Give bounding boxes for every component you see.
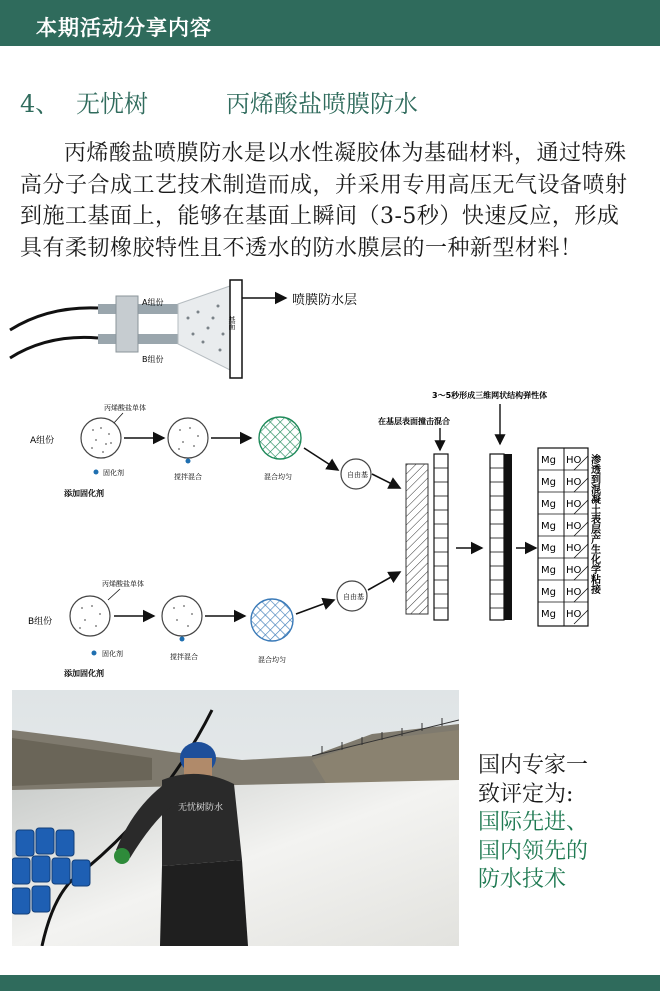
free-radical-b-label: 自由基 (343, 593, 364, 601)
monomer-b-label: 丙烯酸盐单体 (102, 580, 144, 588)
component-a-flow (30, 403, 400, 498)
group-a-label: A组份 (30, 436, 55, 446)
stir-mix-b-label: 搅拌混合 (170, 653, 198, 661)
worker-spraying-illustration (12, 690, 459, 946)
component-b-flow (28, 572, 400, 678)
section-brand: 无忧树 (76, 90, 148, 118)
add-curing-a-label: 添加固化剂 (64, 489, 104, 498)
expert-line-3: 国际先进、 (478, 810, 589, 835)
group-b-label: B组份 (28, 617, 53, 627)
free-radical-a-label: 自由基 (347, 471, 368, 479)
chemical-bond-table (538, 448, 602, 626)
ho-cell: HO (566, 455, 582, 466)
mg-cell: Mg (541, 499, 556, 510)
impact-mix-label: 在基层表面撞击混合 (378, 417, 450, 426)
expert-line-4: 国内领先的 (478, 838, 589, 864)
construction-photo (12, 690, 459, 946)
expert-line-2: 致评定为: (478, 781, 574, 807)
mix-even-b-label: 混合均匀 (258, 656, 286, 664)
expert-line-5: 防水技术 (478, 867, 567, 892)
curing-agent-b-label: 固化剂 (102, 650, 123, 658)
section-heading (20, 84, 418, 119)
penetrate-label: 渗透到混凝土表层产生化学粘接 (588, 454, 600, 594)
mg-cell: Mg (541, 521, 556, 532)
page-title: 本期活动分享内容 (36, 16, 212, 40)
process-diagram (8, 278, 656, 680)
ho-cell: HO (566, 477, 582, 488)
monomer-a-label: 丙烯酸盐单体 (104, 404, 146, 412)
stir-mix-a-label: 搅拌混合 (174, 473, 202, 481)
header-bar (0, 0, 660, 46)
mg-cell: Mg (541, 455, 556, 466)
mg-cell: Mg (541, 565, 556, 576)
add-curing-b-label: 添加固化剂 (64, 669, 104, 678)
mix-even-a-label: 混合均匀 (264, 473, 292, 481)
spray-nozzle-illustration (10, 280, 357, 378)
mg-cell: Mg (541, 543, 556, 554)
vest-text: 无忧树防水 (178, 803, 224, 813)
footer-bar (0, 975, 660, 991)
curing-agent-a-label: 固化剂 (103, 469, 124, 477)
section-title: 丙烯酸盐喷膜防水 (226, 90, 418, 118)
substrate-label: 基面 (228, 316, 236, 330)
mg-cell: Mg (541, 587, 556, 598)
substrate-impact-column (378, 416, 482, 620)
ho-cell: HO (566, 565, 582, 576)
nozzle-b-label: B组份 (142, 355, 164, 364)
intro-paragraph: 丙烯酸盐喷膜防水是以水性凝胶体为基础材料，通过特殊高分子合成工艺技术制造而成，并采用专用高压无气设备喷射到施工基面上，能够在基面上瞬间（3-5秒）快速反应，形成具有柔韧橡胶特性且不透水的防水膜层的一种新型材料！ (20, 141, 628, 261)
nozzle-a-label: A组份 (142, 298, 164, 307)
expert-evaluation (478, 752, 648, 895)
ho-cell: HO (566, 521, 582, 532)
expert-line-1: 国内专家一 (478, 753, 589, 778)
mg-cell: Mg (541, 477, 556, 488)
ho-cell: HO (566, 499, 582, 510)
network-label: 3～5秒形成三维网状结构弹性体 (432, 391, 548, 400)
mg-cell: Mg (541, 609, 556, 620)
ho-cell: HO (566, 609, 582, 620)
section-number: 4、 (20, 90, 60, 118)
ho-cell: HO (566, 587, 582, 598)
ho-cell: HO (566, 543, 582, 554)
membrane-label: 喷膜防水层 (292, 293, 358, 308)
